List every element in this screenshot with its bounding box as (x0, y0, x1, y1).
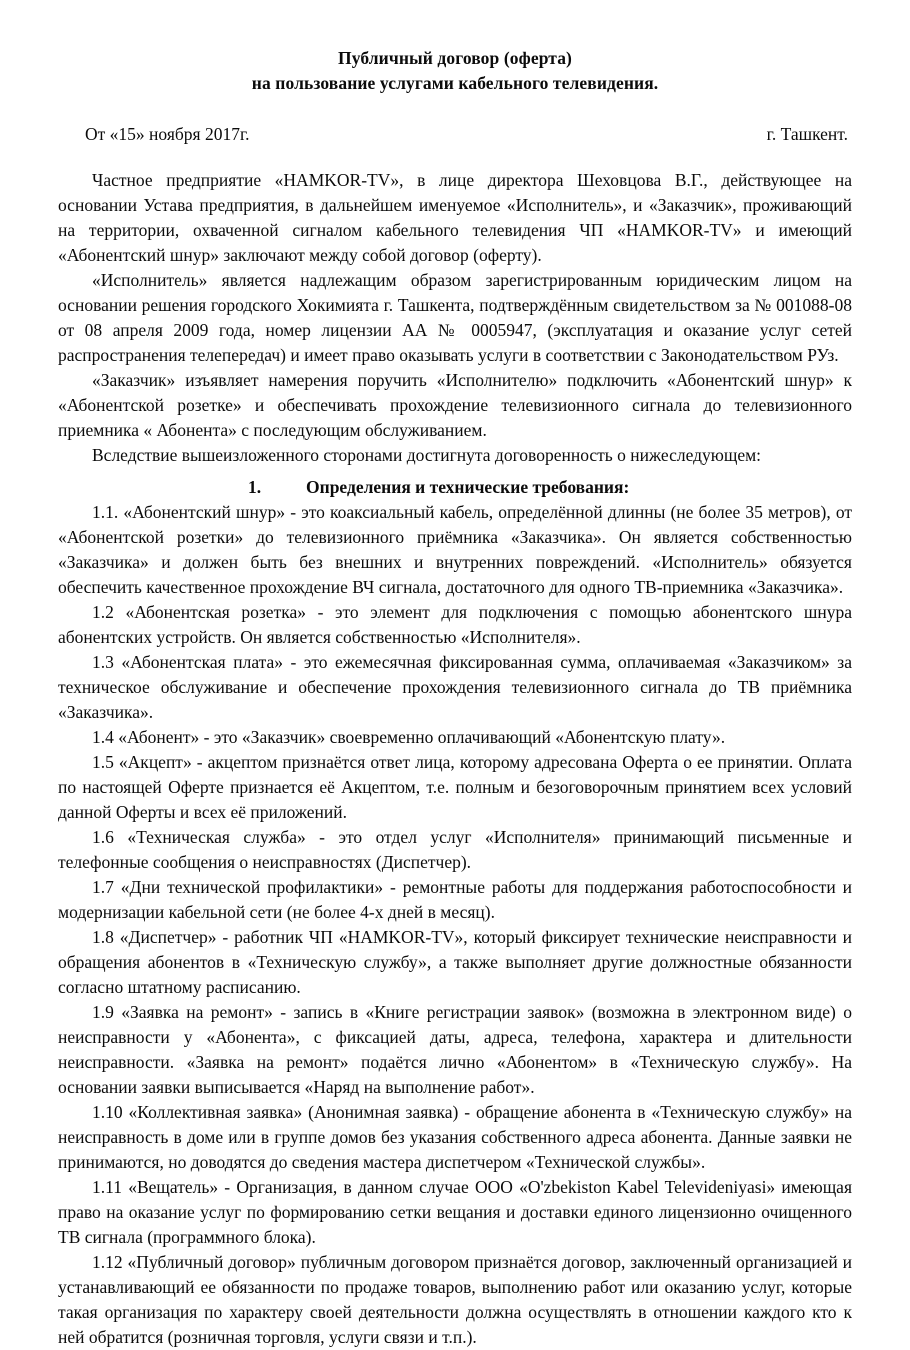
list-item (58, 875, 852, 925)
section-heading-1 (58, 468, 852, 500)
preamble-paragraph-3: «Заказчик» изъявляет намерения поручить «Исполнителю» подключить «Абонентский шнур» к «Абонентской розетке» и обеспечивать прохождение телевизионного сигнала до телевизионного приемника « Абонента» с последующим обслуживанием. (58, 370, 852, 440)
clause-1-6: 1.6 «Техническая служба» - это отдел услуг «Исполнителя» принимающий письменные и телефонные сообщения о неисправностях (Диспетчер). (58, 827, 852, 872)
clause-1-1: 1.1. «Абонентский шнур» - это коаксиальный кабель, определённой длинны (не более 35 метров), от «Абонентской розетки» до телевизионного приёмника «Заказчика». Он является собственностью «Заказчика» и должен быть без внешних и внутренних повреждений. «Исполнитель» обязуется обеспечить качественное прохождение ВЧ сигнала, достаточного для одного ТВ-приемника «Заказчика». (58, 502, 852, 597)
preamble-paragraph-2: «Исполнитель» является надлежащим образом зарегистрированным юридическим лицом на основании решения городского Хокимията г. Ташкента, подтверждённым свидетельством за № 001088-08 от 08 апреля 2009 года, номер лицензии АА № 0005947, (эксплуатация и оказание услуг сетей распространения телепередач) и имеет право оказывать услуги в соответствии с Законодательством РУз. (58, 270, 852, 365)
list-item (58, 1175, 852, 1250)
clause-1-5: 1.5 «Акцепт» - акцептом признаётся ответ лица, которому адресована Оферта о ее принятии. Оплата по настоящей Оферте признается её Акцептом, т.е. полным и безоговорочным принятием всех условий данной Оферты и всех её приложений. (58, 752, 852, 822)
preamble-paragraph-1: Частное предприятие «HAMKOR-TV», в лице директора Шеховцова В.Г., действующее на основании Устава предприятия, в дальнейшем именуемое «Исполнитель», и «Заказчик», проживающий на территории, охваченной сигналом кабельного телевидения ЧП «HAMKOR-TV» и имеющий «Абонентский шнур» заключают между собой договор (оферту). (58, 170, 852, 265)
clause-1-4: 1.4 «Абонент» - это «Заказчик» своевременно оплачивающий «Абонентскую плату». (92, 727, 726, 747)
preamble-block (58, 168, 852, 468)
list-item (58, 750, 852, 825)
clause-1-9: 1.9 «Заявка на ремонт» - запись в «Книге регистрации заявок» (возможна в электронном виде) о неисправности у «Абонента», с фиксацией даты, адреса, телефона, характера и длительности неисправности. «Заявка на ремонт» подаётся лично «Абонентом» в «Техническую службу». На основании заявки выписывается «Наряд на выполнение работ». (58, 1002, 852, 1097)
list-item (58, 825, 852, 875)
list-item (58, 650, 852, 725)
list-item (58, 500, 852, 600)
list-item (58, 725, 852, 750)
date-and-place-row (58, 122, 852, 147)
clause-1-8: 1.8 «Диспетчер» - работник ЧП «HAMKOR-TV», который фиксирует технические неисправности и обращения абонентов в «Техническую службу», а также выполняет другие должностные обязанности согласно штатному расписанию. (58, 927, 852, 997)
contract-date: От «15» ноября 2017г. (85, 124, 250, 144)
clause-list (58, 500, 852, 1350)
clause-1-3: 1.3 «Абонентская плата» - это ежемесячная фиксированная сумма, оплачиваемая «Заказчиком» за техническое обслуживание и обеспечение прохождения телевизионного сигнала до ТВ приёмника «Заказчика». (58, 652, 852, 722)
section-number: 1. (248, 477, 262, 497)
document-content (58, 0, 852, 1350)
clause-1-10: 1.10 «Коллективная заявка» (Анонимная заявка) - обращение абонента в «Техническую службу» на неисправность в доме или в группе домов без указания собственного адреса абонента. Данные заявки не принимаются, но доводятся до сведения мастера диспетчером «Технической службы». (58, 1102, 852, 1172)
contract-place: г. Ташкент. (766, 124, 848, 144)
list-item (58, 1250, 852, 1350)
page-title-line-1: Публичный договор (оферта) (338, 48, 572, 68)
clause-1-2: 1.2 «Абонентская розетка» - это элемент для подключения с помощью абонентского шнура абонентских устройств. Он является собственностью «Исполнителя». (58, 602, 852, 647)
clause-1-7: 1.7 «Дни технической профилактики» - ремонтные работы для поддержания работоспособности и модернизации кабельной сети (не более 4-х дней в месяц). (58, 877, 852, 922)
preamble-paragraph-4: Вследствие вышеизложенного сторонами достигнута договоренность о нижеследующем: (92, 445, 762, 465)
page-title (58, 0, 852, 96)
list-item (58, 1100, 852, 1175)
clause-1-11: 1.11 «Вещатель» - Организация, в данном случае ООО «O'zbekiston Kabel Televideniyasi» имеющая право на оказание услуг по формированию сетки вещания и доставки единого лицензионно очищенного ТВ сигнала (программного блока). (58, 1177, 852, 1247)
page-title-line-2: на пользование услугами кабельного телевидения. (251, 73, 659, 93)
list-item (58, 925, 852, 1000)
list-item (58, 1000, 852, 1100)
section-title: Определения и технические требования: (306, 477, 630, 497)
list-item (58, 600, 852, 650)
clause-1-12: 1.12 «Публичный договор» публичным договором признаётся договор, заключенный организацией и устанавливающий ее обязанности по продаже товаров, выполнению работ или оказанию услуг, которые такая организация по характеру своей деятельности должна осуществлять в отношении каждого кто к ней обратится (розничная торговля, услуги связи и т.п.). (58, 1252, 852, 1347)
